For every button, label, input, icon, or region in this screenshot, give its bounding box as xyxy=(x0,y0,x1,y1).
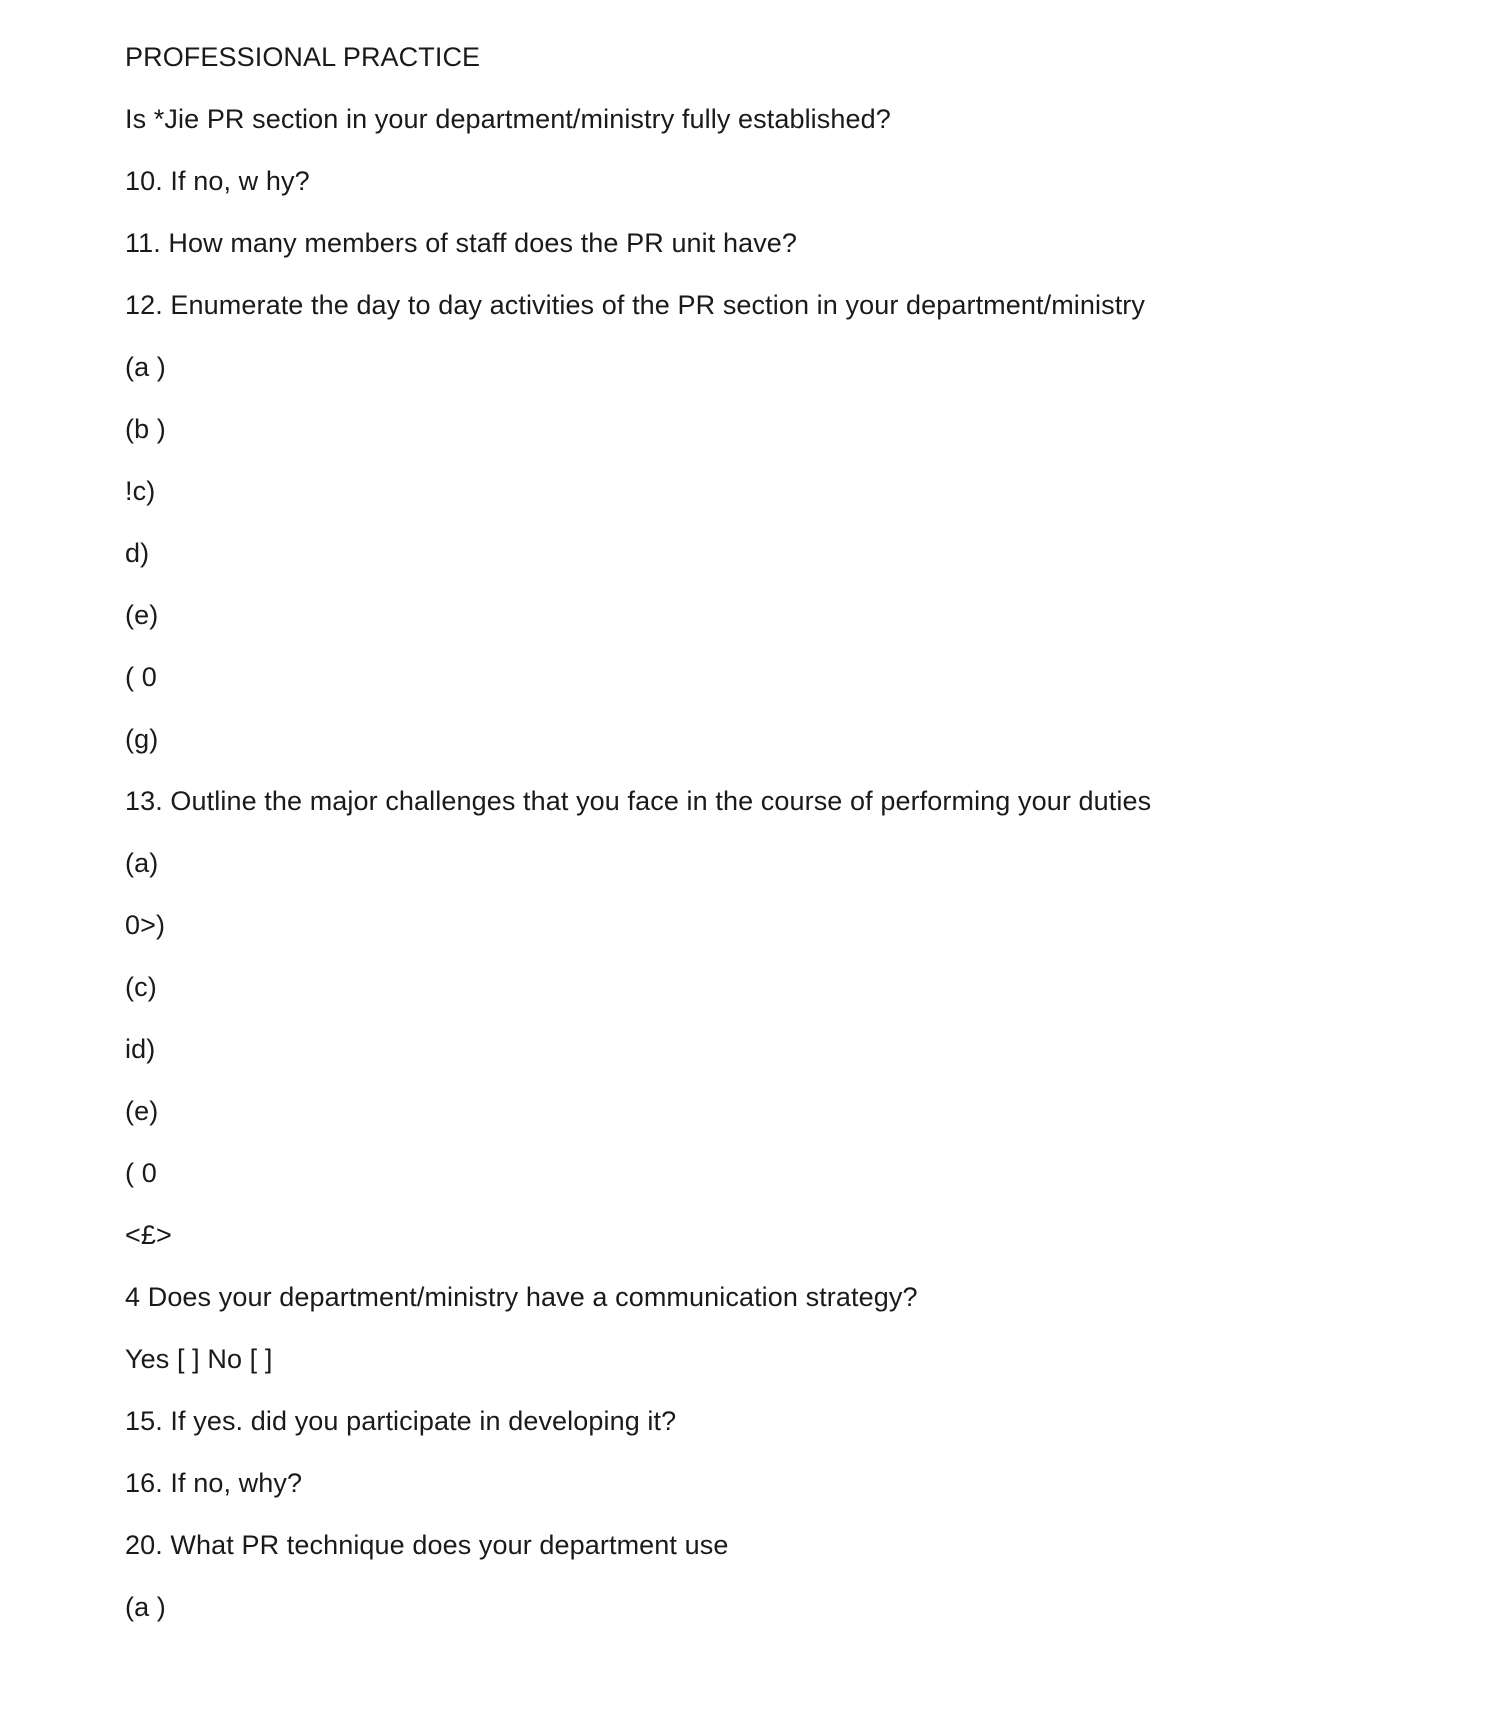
question-16: 16. If no, why? xyxy=(125,1468,303,1498)
questionnaire-body xyxy=(125,36,1425,1648)
question-20: 20. What PR technique does your department use xyxy=(125,1530,729,1560)
question-11: 11. How many members of staff does the PR unit have? xyxy=(125,228,798,258)
answer-item: (a ) xyxy=(125,352,166,382)
answer-item: (b ) xyxy=(125,414,166,444)
answer-item: ( 0 xyxy=(125,662,157,692)
answer-item: id) xyxy=(125,1034,156,1064)
question-10: 10. If no, w hy? xyxy=(125,166,310,196)
question-12: 12. Enumerate the day to day activities of the PR section in your department/ministry xyxy=(125,290,1145,320)
answer-item: !c) xyxy=(125,476,156,506)
section-heading: PROFESSIONAL PRACTICE xyxy=(125,42,481,72)
answer-item: ( 0 xyxy=(125,1158,157,1188)
answer-item: (e) xyxy=(125,600,159,630)
answer-item: (c) xyxy=(125,972,157,1002)
yes-no-options: Yes [ ] No [ ] xyxy=(125,1344,273,1374)
question-15: 15. If yes. did you participate in developing it? xyxy=(125,1406,677,1436)
answer-item: <£> xyxy=(125,1220,172,1250)
question-13: 13. Outline the major challenges that you face in the course of performing your duties xyxy=(125,786,1152,816)
answer-item: (e) xyxy=(125,1096,159,1126)
answer-item: (g) xyxy=(125,724,159,754)
answer-item: (a ) xyxy=(125,1592,166,1622)
question-pr-established: Is *Jie PR section in your department/ministry fully established? xyxy=(125,104,891,134)
answer-item: 0>) xyxy=(125,910,166,940)
question-14: 4 Does your department/ministry have a communication strategy? xyxy=(125,1282,918,1312)
answer-item: d) xyxy=(125,538,150,568)
answer-item: (a) xyxy=(125,848,159,878)
